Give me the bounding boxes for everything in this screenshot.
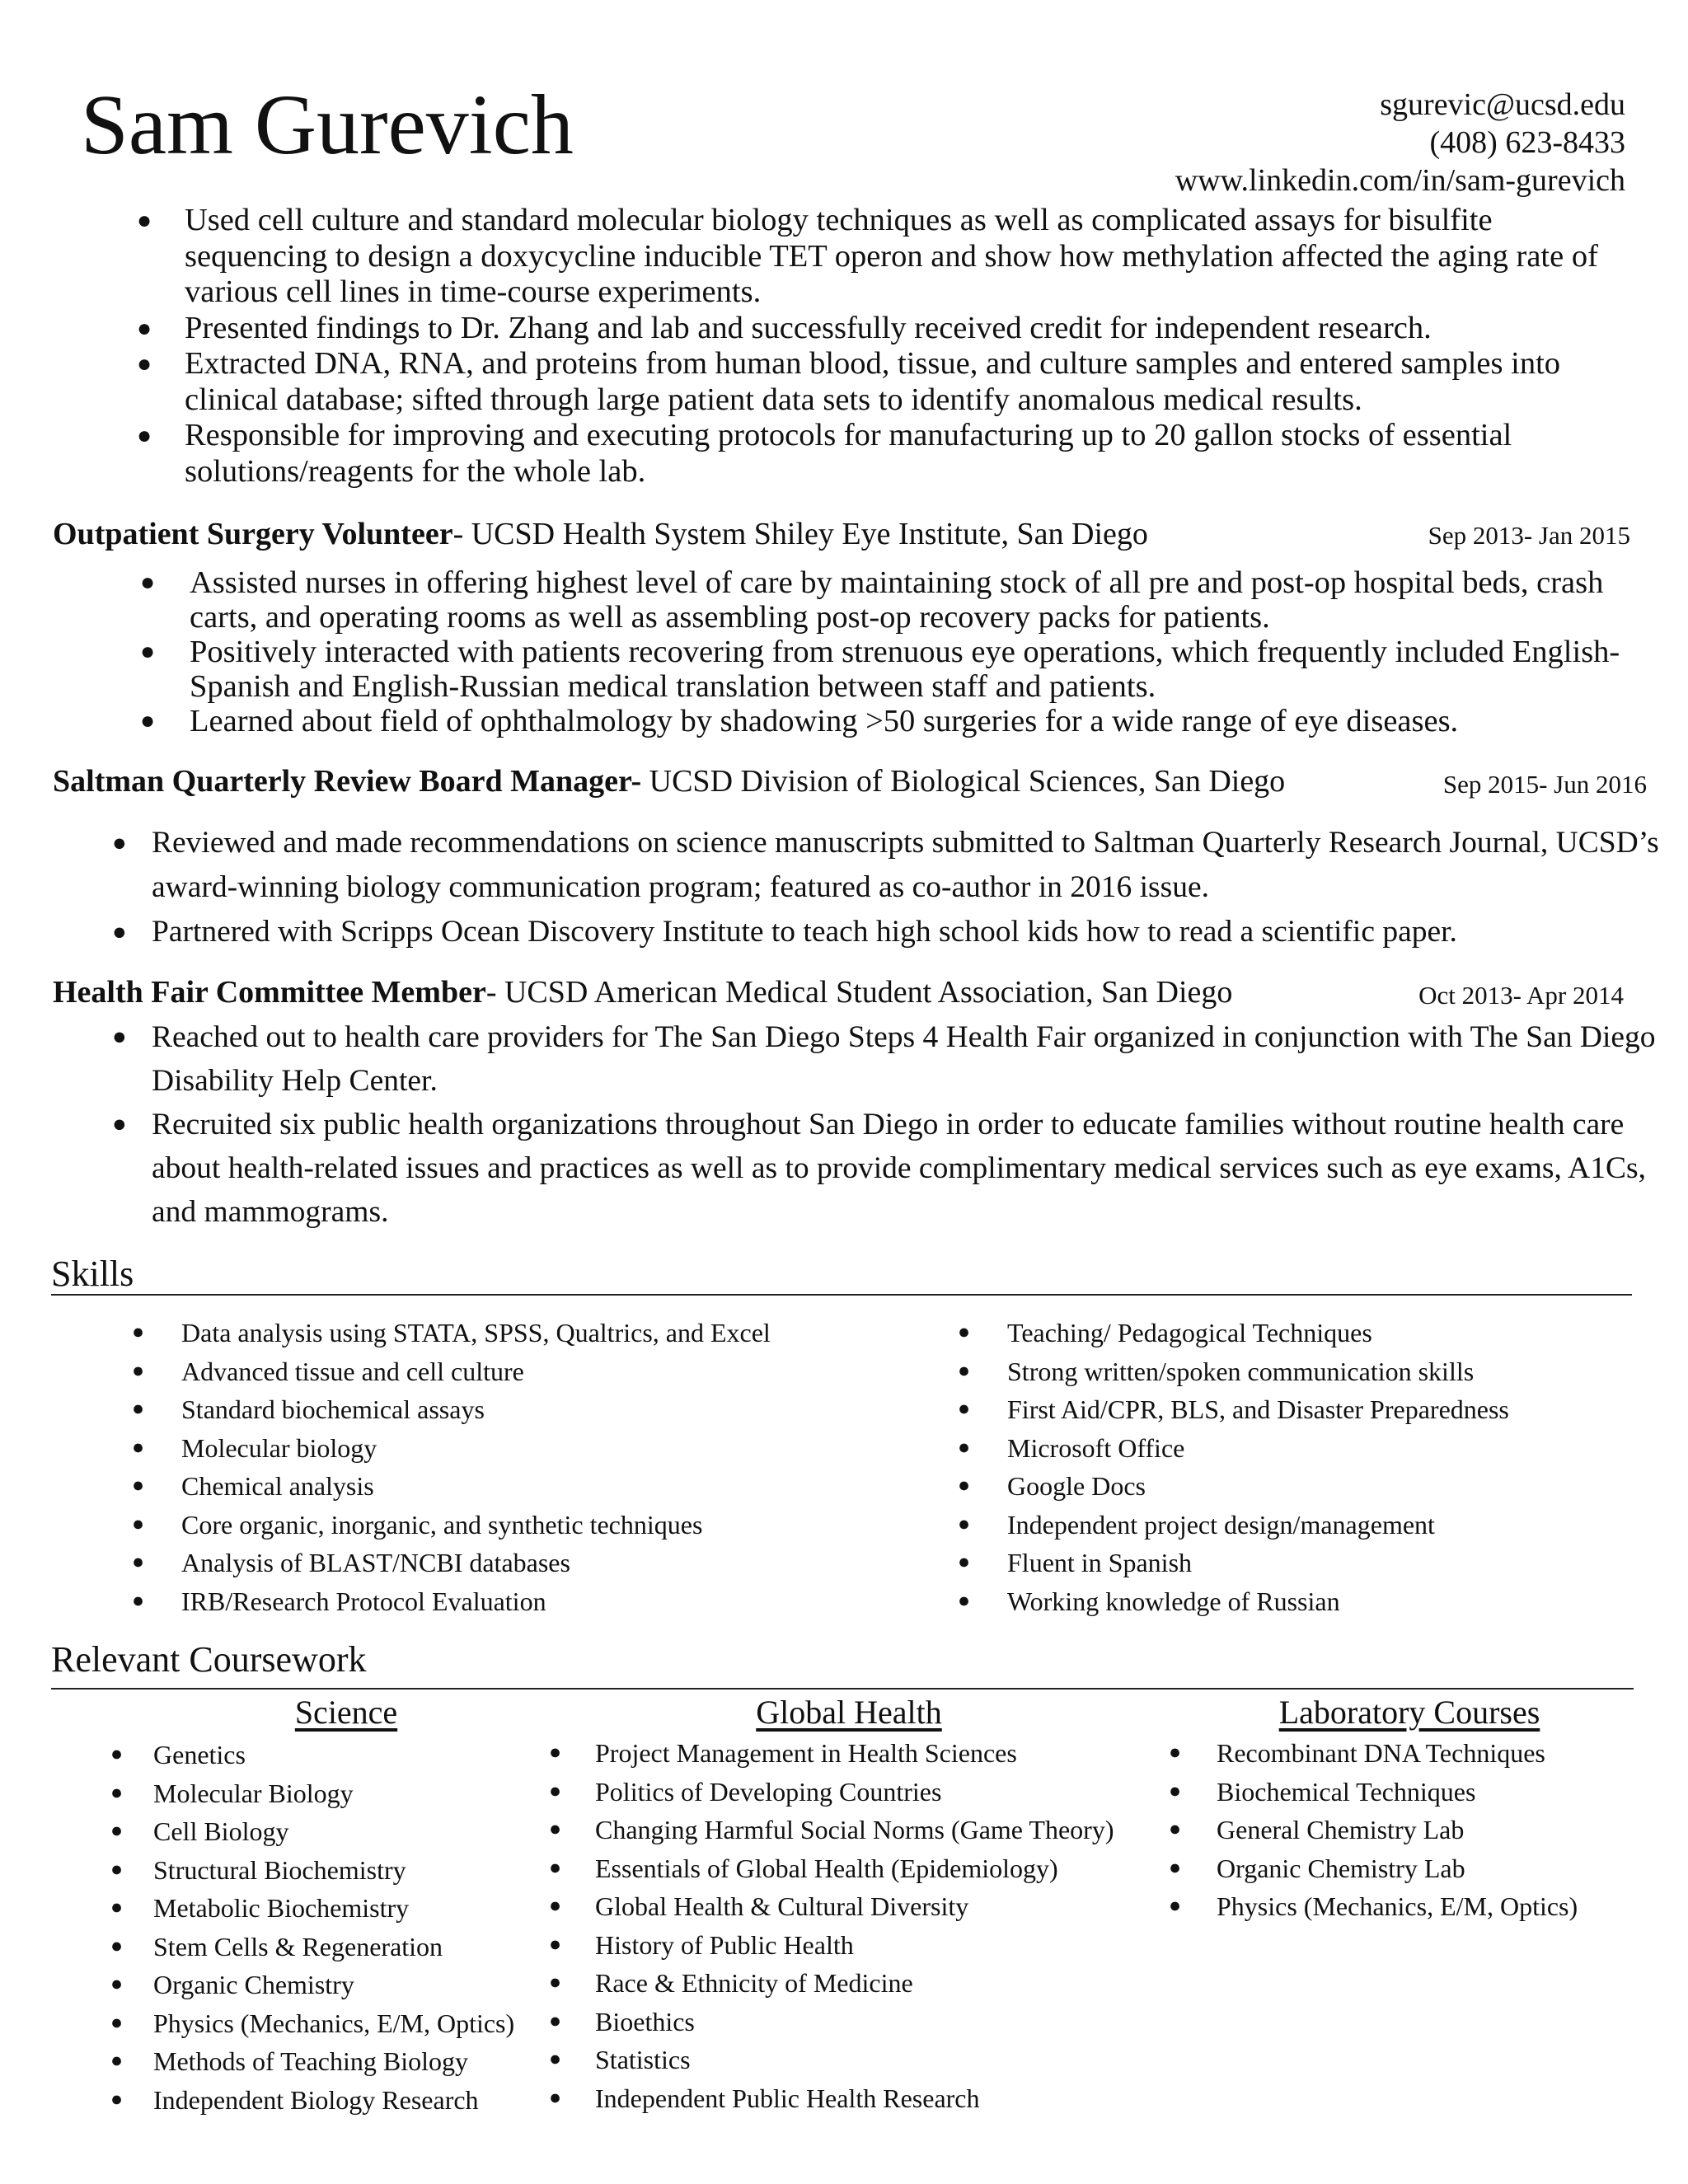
bullet-icon: ●: [110, 1934, 124, 1957]
bullet-icon: ●: [549, 1779, 562, 1802]
saltman-org: UCSD Division of Biological Sciences, San Diego: [641, 764, 1286, 799]
bullet-icon: ●: [549, 1933, 562, 1956]
list-item: ● Project Management in Health Sciences: [595, 1734, 1114, 1773]
saltman-title: Saltman Quarterly Review Board Manager-: [53, 764, 642, 799]
healthfair-title: Health Fair Committee Member: [53, 975, 486, 1010]
saltman-dates: Sep 2015- Jun 2016: [1442, 770, 1647, 799]
list-item: ● Strong written/spoken communication skills: [1007, 1352, 1509, 1391]
list-item: ● Standard biochemical assays: [181, 1390, 771, 1429]
bullet-icon: ●: [958, 1589, 971, 1612]
skills-right-list: [958, 1314, 1509, 1620]
list-item: ● Politics of Developing Countries: [595, 1773, 1114, 1811]
bullet-icon: ●: [140, 569, 156, 596]
list-item: ● Presented findings to Dr. Zhang and lab and successfully received credit for independent research.: [137, 310, 1432, 345]
bullet-icon: ●: [132, 1398, 145, 1420]
list-item: ● Analysis of BLAST/NCBI databases: [181, 1544, 771, 1582]
bullet-icon: ●: [1169, 1895, 1182, 1917]
list-item: ● Core organic, inorganic, and synthetic techniques: [181, 1506, 771, 1544]
list-item: ● Working knowledge of Russian: [1007, 1582, 1509, 1621]
contact-block: [1175, 86, 1625, 199]
list-item: ● Global Health & Cultural Diversity: [595, 1887, 1114, 1926]
list-item: ● Teaching/ Pedagogical Techniques: [1007, 1314, 1509, 1352]
list-item: ● Physics (Mechanics, E/M, Optics): [1217, 1887, 1578, 1926]
list-item: ● Positively interacted with patients recovering from strenuous eye operations, which frequently included English-Spanish and English-Russian medical translation between staff and patients.: [140, 635, 1620, 704]
list-item: ● Organic Chemistry Lab: [1217, 1849, 1578, 1888]
list-item: ● Essentials of Global Health (Epidemiology): [595, 1849, 1114, 1888]
bullet-icon: ●: [958, 1321, 971, 1343]
bullet-icon: ●: [549, 2086, 562, 2109]
list-item: ● Used cell culture and standard molecular biology techniques as well as complicated assays for bisulfite sequencing to design a doxycycline inducible TET operon and show how methylation affected the aging rate of various cell lines in time-course experiments.: [137, 203, 1598, 309]
list-item: ● Independent Biology Research: [153, 2081, 514, 2120]
list-item: ● Cell Biology: [153, 1812, 514, 1851]
linkedin-link[interactable]: www.linkedin.com/in/sam-gurevich: [1175, 163, 1625, 198]
bullet-icon: ●: [549, 1741, 562, 1764]
list-item: ● First Aid/CPR, BLS, and Disaster Preparedness: [1007, 1390, 1509, 1429]
list-item: ● Independent Public Health Research: [595, 2079, 1114, 2118]
list-item: ● Organic Chemistry: [153, 1966, 514, 2004]
bullet-icon: ●: [110, 2011, 124, 2034]
list-item: ● Molecular biology: [181, 1429, 771, 1468]
bullet-icon: ●: [1169, 1818, 1182, 1840]
research-bullet-list: [137, 203, 1635, 490]
list-item: ● Independent project design/management: [1007, 1506, 1509, 1544]
list-item: ● Fluent in Spanish: [1007, 1544, 1509, 1582]
volunteer-header: [53, 516, 1148, 552]
bullet-icon: ●: [110, 1973, 124, 1995]
bullet-icon: ●: [112, 919, 127, 945]
bullet-icon: ●: [110, 1781, 124, 1804]
bullet-icon: ●: [137, 207, 152, 234]
healthfair-bullet-list: [112, 1015, 1660, 1234]
saltman-bullet-list: [112, 821, 1660, 954]
lab-courses-column-title: Laboratory Courses: [1278, 1694, 1540, 1731]
bullet-icon: ●: [132, 1359, 145, 1382]
list-item: ● Google Docs: [1007, 1467, 1509, 1506]
list-item: ● Learned about field of ophthalmology by shadowing >50 surgeries for a wide range of eye diseases.: [140, 704, 1459, 738]
science-column-title: Science: [294, 1694, 398, 1731]
bullet-icon: ●: [112, 1024, 127, 1050]
bullet-icon: ●: [132, 1321, 145, 1343]
list-item: ● Stem Cells & Regeneration: [153, 1928, 514, 1966]
skills-divider: [51, 1294, 1632, 1296]
global-health-column-title: Global Health: [756, 1694, 942, 1731]
volunteer-org: - UCSD Health System Shiley Eye Institute, San Diego: [452, 517, 1148, 551]
list-item: ● Statistics: [595, 2041, 1114, 2079]
list-item: ● IRB/Research Protocol Evaluation: [181, 1582, 771, 1621]
bullet-icon: ●: [140, 638, 156, 665]
list-item: ● Recruited six public health organizations throughout San Diego in order to educate families without routine health care about health-related issues and practices as well as to provide complimentary medical services such as eye exams, A1Cs, and mammograms.: [152, 1103, 1660, 1234]
list-item: ● Microsoft Office: [1007, 1429, 1509, 1468]
bullet-icon: ●: [958, 1512, 971, 1535]
bullet-icon: ●: [958, 1359, 971, 1382]
volunteer-title: Outpatient Surgery Volunteer: [53, 517, 453, 551]
list-item: ● Recombinant DNA Techniques: [1217, 1734, 1578, 1773]
list-item: ● Biochemical Techniques: [1217, 1773, 1578, 1811]
bullet-icon: ●: [112, 830, 127, 856]
global-health-course-list: [549, 1734, 1114, 2117]
coursework-divider: [51, 1688, 1634, 1690]
list-item: ● Molecular Biology: [153, 1774, 514, 1813]
bullet-icon: ●: [132, 1512, 145, 1535]
bullet-icon: ●: [958, 1551, 971, 1573]
bullet-icon: ●: [549, 1895, 562, 1917]
email-link[interactable]: sgurevic@ucsd.edu: [1380, 87, 1625, 122]
list-item: ● Genetics: [153, 1736, 514, 1774]
list-item: ● History of Public Health: [595, 1926, 1114, 1965]
list-item: ● Assisted nurses in offering highest level of care by maintaining stock of all pre and post-op hospital beds, crash carts, and operating rooms as well as assembling post-op recovery packs for patients.: [140, 565, 1604, 635]
bullet-icon: ●: [549, 2048, 562, 2070]
bullet-icon: ●: [132, 1474, 145, 1497]
phone-number: (408) 623-8433: [1429, 125, 1625, 160]
lab-course-list: [1169, 1734, 1578, 1926]
list-item: ● Data analysis using STATA, SPSS, Qualtrics, and Excel: [181, 1314, 771, 1352]
skills-left-list: [132, 1314, 771, 1620]
bullet-icon: ●: [137, 350, 152, 377]
bullet-icon: ●: [110, 1896, 124, 1919]
healthfair-org: - UCSD American Medical Student Association, San Diego: [485, 975, 1233, 1010]
bullet-icon: ●: [549, 1818, 562, 1840]
science-course-list: [110, 1736, 515, 2119]
bullet-icon: ●: [110, 1858, 124, 1881]
list-item: ● Bioethics: [595, 2003, 1114, 2041]
list-item: ● Changing Harmful Social Norms (Game Theory): [595, 1811, 1114, 1849]
list-item: ● Metabolic Biochemistry: [153, 1889, 514, 1928]
bullet-icon: ●: [958, 1474, 971, 1497]
bullet-icon: ●: [958, 1398, 971, 1420]
bullet-icon: ●: [137, 314, 152, 342]
bullet-icon: ●: [549, 1856, 562, 1879]
bullet-icon: ●: [958, 1436, 971, 1459]
list-item: ● Methods of Teaching Biology: [153, 2042, 514, 2081]
list-item: ● Reached out to health care providers for The San Diego Steps 4 Health Fair organized in conjunction with The San Diego Disability Help Center.: [152, 1015, 1660, 1103]
volunteer-bullet-list: [140, 565, 1648, 738]
healthfair-dates: Oct 2013- Apr 2014: [1418, 981, 1624, 1010]
candidate-name: Sam Gurevich: [81, 77, 574, 172]
bullet-icon: ●: [549, 2009, 562, 2032]
bullet-icon: ●: [110, 2088, 124, 2111]
list-item: ● Partnered with Scripps Ocean Discovery Institute to teach high school kids how to read a scientific paper.: [152, 910, 1660, 954]
list-item: ● Race & Ethnicity of Medicine: [595, 1964, 1114, 2003]
bullet-icon: ●: [1169, 1741, 1182, 1764]
list-item: ● Extracted DNA, RNA, and proteins from human blood, tissue, and culture samples and entered samples into clinical database; sifted through large patient data sets to identify anomalous medical results.: [137, 346, 1561, 417]
bullet-icon: ●: [137, 422, 152, 449]
bullet-icon: ●: [112, 1111, 127, 1137]
bullet-icon: ●: [140, 707, 156, 734]
volunteer-dates: Sep 2013- Jan 2015: [1428, 521, 1630, 550]
bullet-icon: ●: [132, 1589, 145, 1612]
list-item: ● General Chemistry Lab: [1217, 1811, 1578, 1849]
list-item: ● Responsible for improving and executing protocols for manufacturing up to 20 gallon stocks of essential solutions/reagents for the whole lab.: [137, 418, 1512, 489]
bullet-icon: ●: [1169, 1779, 1182, 1802]
list-item: ● Reviewed and made recommendations on science manuscripts submitted to Saltman Quarterly Research Journal, UCSD’s award-winning biology communication program; featured as co-author in 2016 issue.: [152, 821, 1660, 910]
list-item: ● Structural Biochemistry: [153, 1851, 514, 1890]
bullet-icon: ●: [110, 2050, 124, 2072]
saltman-header: [53, 763, 1285, 799]
healthfair-header: [53, 974, 1232, 1010]
bullet-icon: ●: [132, 1436, 145, 1459]
skills-heading: Skills: [51, 1254, 134, 1294]
bullet-icon: ●: [549, 1971, 562, 1994]
bullet-icon: ●: [1169, 1856, 1182, 1879]
list-item: ● Physics (Mechanics, E/M, Optics): [153, 2004, 514, 2043]
bullet-icon: ●: [110, 1820, 124, 1842]
list-item: ● Chemical analysis: [181, 1467, 771, 1506]
list-item: ● Advanced tissue and cell culture: [181, 1352, 771, 1391]
bullet-icon: ●: [132, 1551, 145, 1573]
coursework-heading: Relevant Coursework: [51, 1639, 367, 1680]
bullet-icon: ●: [110, 1743, 124, 1765]
